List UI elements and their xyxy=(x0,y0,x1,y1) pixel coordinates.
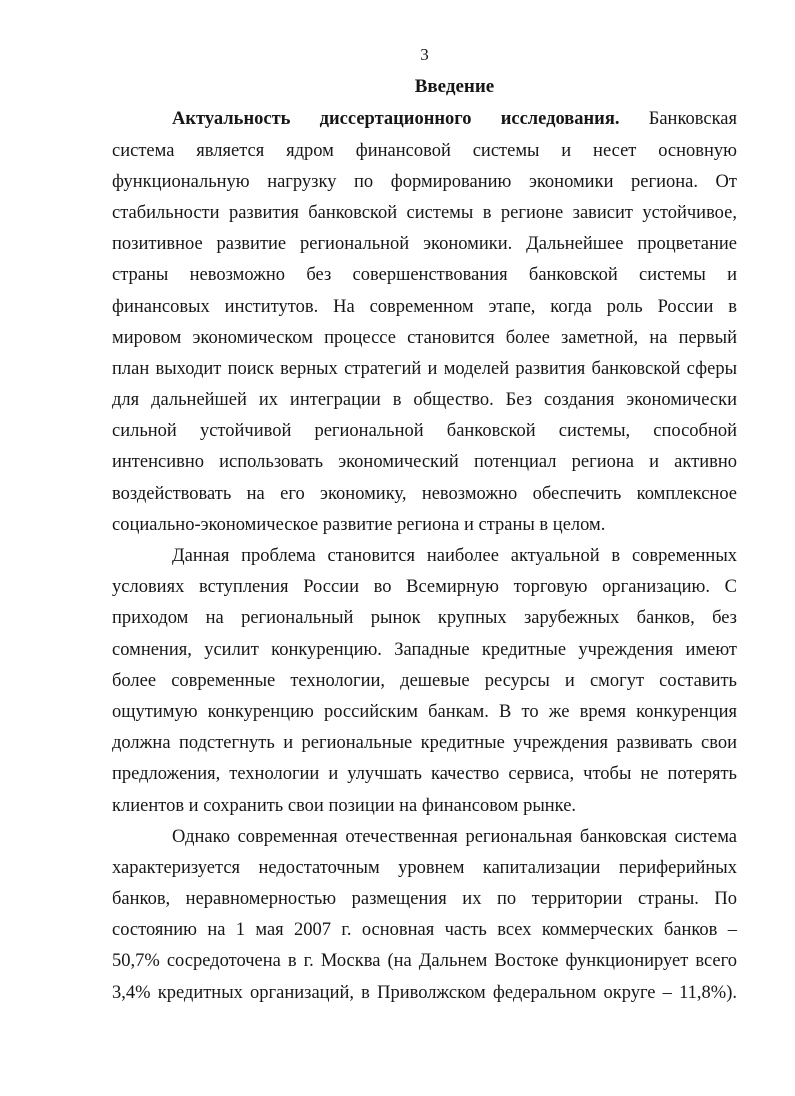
text-line: функциональную нагрузку по формированию экономики региона. От xyxy=(112,171,737,192)
text-fragment: Банковская xyxy=(648,109,738,130)
section-title: Введение xyxy=(414,76,495,97)
text-line: финансовых институтов. На современном этапе, когда роль России в xyxy=(112,296,737,317)
text-line: интенсивно использовать экономический потенциал региона и активно xyxy=(112,452,737,473)
text-line: предложения, технологии и улучшать качество сервиса, чтобы не потерять xyxy=(112,764,737,785)
text-line: сильной устойчивой региональной банковской системы, способной xyxy=(112,421,737,442)
text-line: 50,7% сосредоточена в г. Москва (на Дальнем Востоке функционирует всего xyxy=(112,951,737,972)
paragraph-lead-line xyxy=(112,104,737,135)
text-line: система является ядром финансовой системы и несет основную xyxy=(112,140,737,161)
text-line: характеризуется недостаточным уровнем капитализации периферийных xyxy=(112,857,737,878)
page-number: 3 xyxy=(420,45,429,64)
text-line: банков, неравномерностью размещения их по территории страны. По xyxy=(112,889,737,910)
text-line: для дальнейшей их интеграции в общество. Без создания экономически xyxy=(112,390,737,411)
document-body xyxy=(112,104,737,1008)
text-line: страны невозможно без совершенствования банковской системы и xyxy=(112,265,737,286)
text-line: состоянию на 1 мая 2007 г. основная часть всех коммерческих банков – xyxy=(112,920,737,941)
text-line: условиях вступления России во Всемирную торговую организацию. С xyxy=(112,577,737,598)
text-line: ощутимую конкуренцию российским банкам. В то же время конкуренция xyxy=(112,701,737,722)
text-line: план выходит поиск верных стратегий и моделей развития банковской сферы xyxy=(112,358,737,379)
text-line: сомнения, усилит конкуренцию. Западные кредитные учреждения имеют xyxy=(112,639,737,660)
text-line: стабильности развития банковской системы в регионе зависит устойчивое, xyxy=(112,202,737,223)
paragraph-lead-in: Актуальность диссертационного исследования. xyxy=(172,109,620,130)
text-line: должна подстегнуть и региональные кредитные учреждения развивать свои xyxy=(112,733,737,754)
text-line: 3,4% кредитных организаций, в Приволжском федеральном округе – 11,8%). xyxy=(112,982,737,1003)
text-line: более современные технологии, дешевые ресурсы и смогут составить xyxy=(112,670,737,691)
text-line: Однако современная отечественная региональная банковская система xyxy=(172,826,737,847)
paragraph xyxy=(112,104,737,541)
paragraph xyxy=(112,541,737,822)
text-line: мировом экономическом процессе становится более заметной, на первый xyxy=(112,327,737,348)
paragraph xyxy=(112,822,737,1009)
text-line: позитивное развитие региональной экономики. Дальнейшее процветание xyxy=(112,234,737,255)
text-line: клиентов и сохранить свои позиции на финансовом рынке. xyxy=(112,795,577,816)
text-line: приходом на региональный рынок крупных зарубежных банков, без xyxy=(112,608,737,629)
text-line: социально-экономическое развитие региона и страны в целом. xyxy=(112,514,606,535)
text-line: воздействовать на его экономику, невозможно обеспечить комплексное xyxy=(112,483,737,504)
text-line: Данная проблема становится наиболее актуальной в современных xyxy=(172,546,737,567)
